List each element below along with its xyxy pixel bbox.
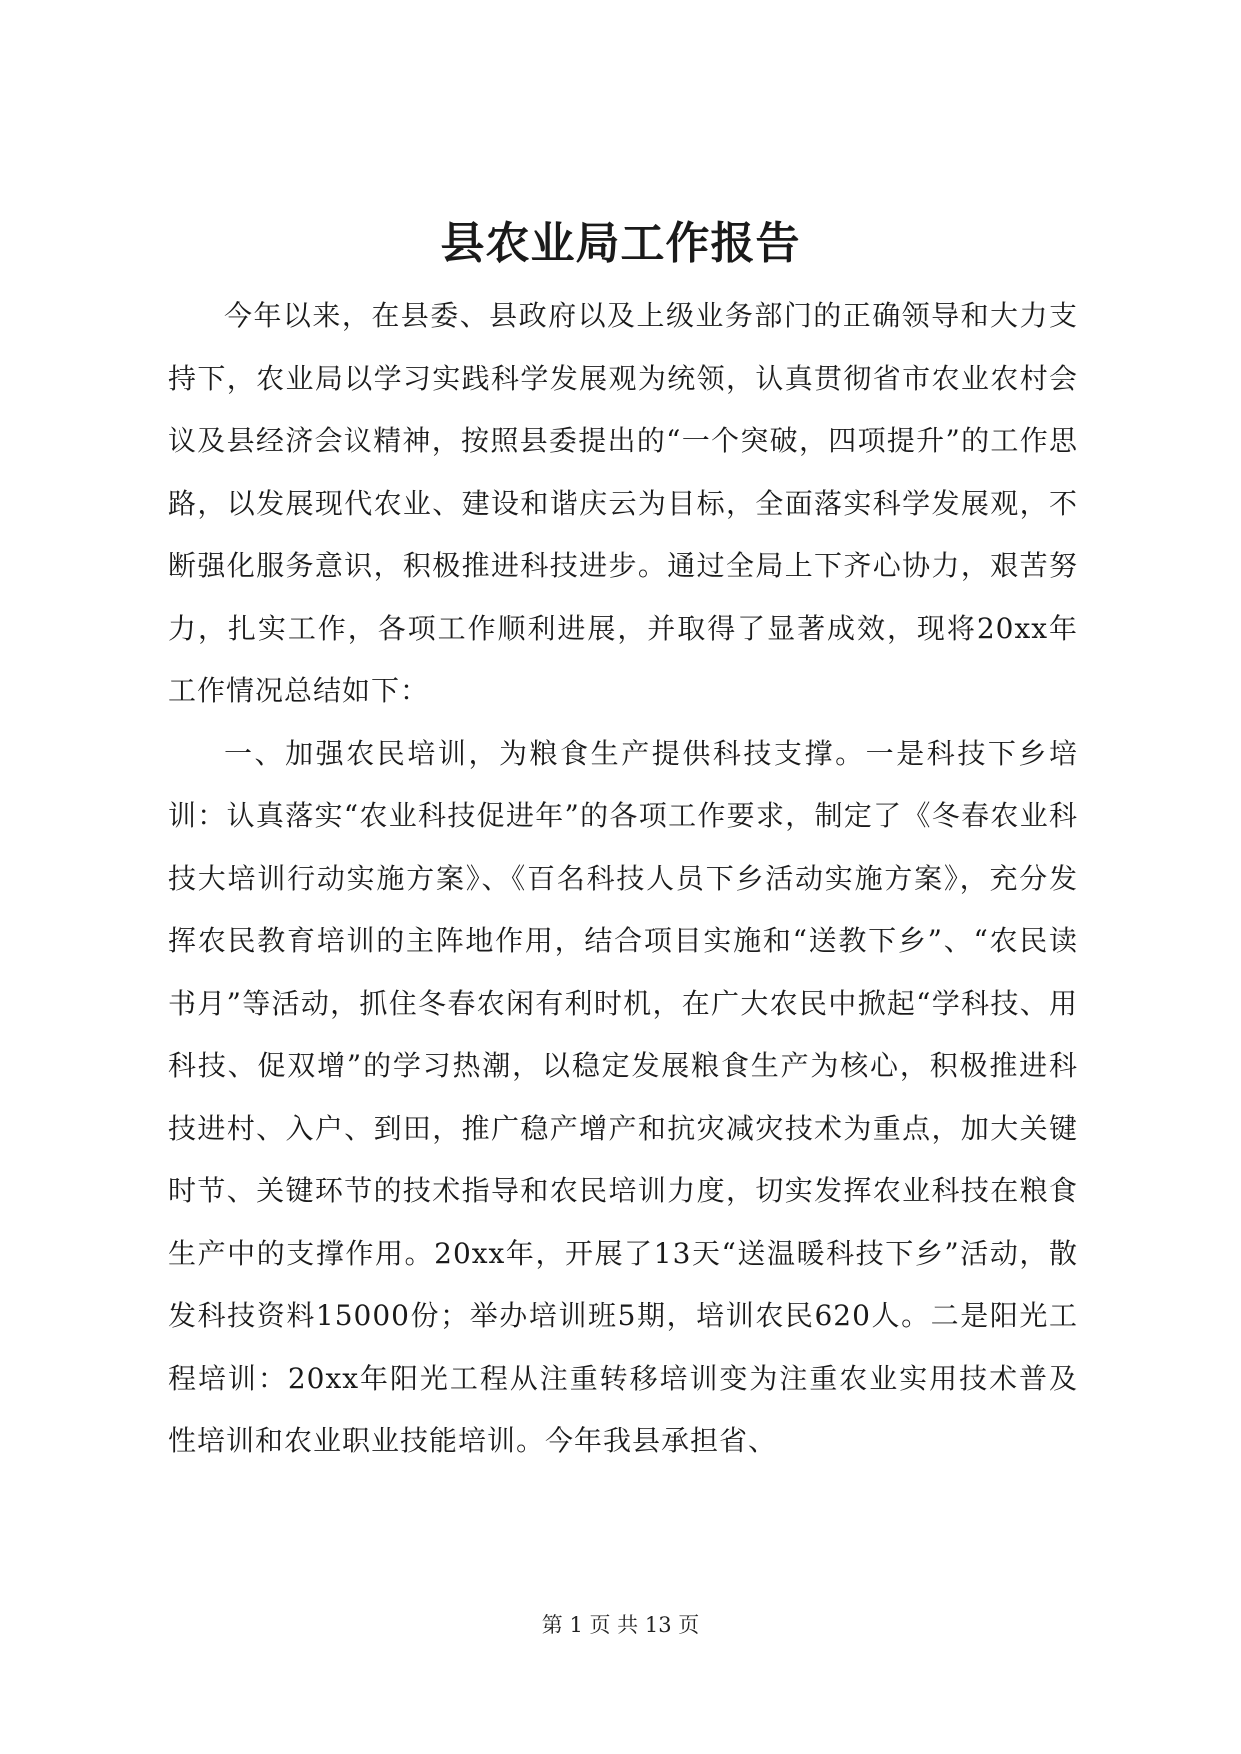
page-number-footer: 第 1 页 共 13 页 — [541, 1613, 700, 1637]
paragraph-intro: 今年以来，在县委、县政府以及上级业务部门的正确领导和大力支持下，农业局以学习实践科学发展观为统领，认真贯彻省市农业农村会议及县经济会议精神，按照县委提出的“一个突破，四项提升”的工作思路，以发展现代农业、建设和谐庆云为目标，全面落实科学发展观，不断强化服务意识，积极推进科技进步。通过全局上下齐心协力，艰苦努力，扎实工作，各项工作顺利进展，并取得了显著成效，现将20xx年工作情况总结如下： — [168, 299, 1078, 707]
document-title: 县农业局工作报告 — [440, 218, 801, 269]
paragraph-section-1: 一、加强农民培训，为粮食生产提供科技支撑。一是科技下乡培训：认真落实“农业科技促进年”的各项工作要求，制定了《冬春农业科技大培训行动实施方案》、《百名科技人员下乡活动实施方案》，充分发挥农民教育培训的主阵地作用，结合项目实施和“送教下乡”、“农民读书月”等活动，抓住冬春农闲有利时机，在广大农民中掀起“学科技、用科技、促双增”的学习热潮，以稳定发展粮食生产为核心，积极推进科技进村、入户、到田，推广稳产增产和抗灾减灾技术为重点，加大关键时节、关键环节的技术指导和农民培训力度，切实发挥农业科技在粮食生产中的支撑作用。20xx年，开展了13天“送温暖科技下乡”活动，散发科技资料15000份；举办培训班5期，培训农民620人。二是阳光工程培训：20xx年阳光工程从注重转移培训变为注重农业实用技术普及性培训和农业职业技能培训。今年我县承担省、 — [168, 736, 1078, 1457]
document-body — [168, 285, 1078, 1473]
